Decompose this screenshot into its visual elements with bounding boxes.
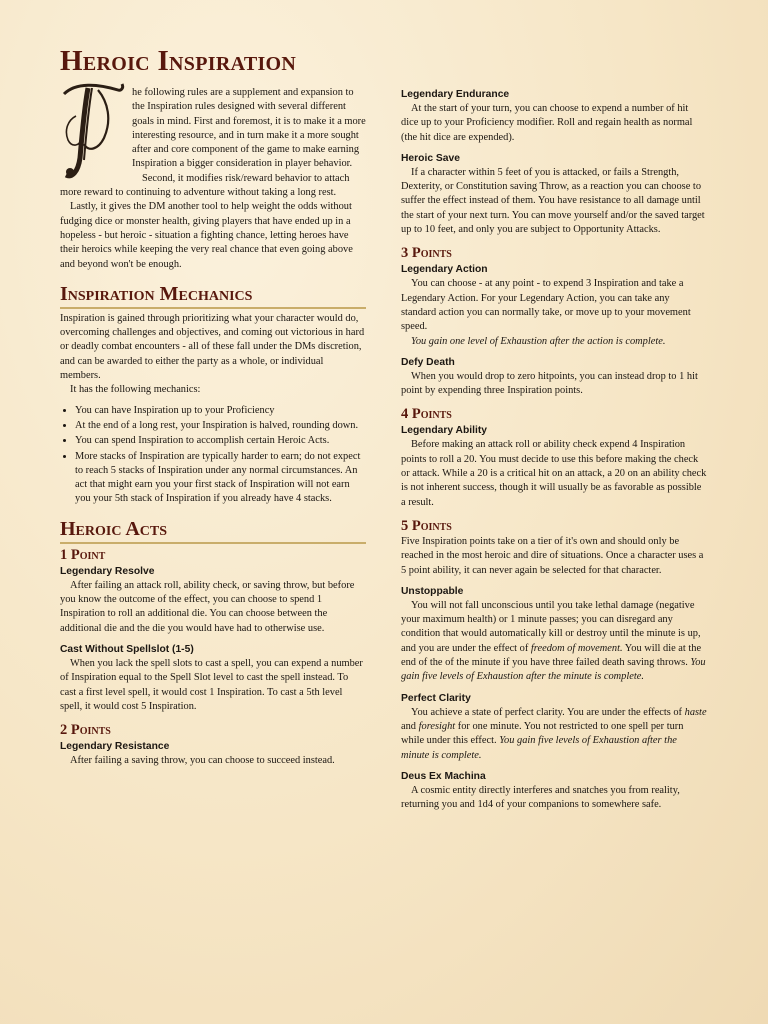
unstoppable-em-2: You gain five levels of Exhaustion after the minute is complete. (401, 657, 706, 683)
unstoppable-em-1: freedom of movement. (530, 642, 623, 654)
mechanics-bullet: • You can have Inspiration up to your Proficiency (75, 404, 366, 418)
cast-text: When you lack the spell slots to cast a spell, you can expend a number of Inspiration equal to the Spell Slot level to cast the spell instead. To cast a first level spell, it would cost 1 Inspiration. To cast a 5th level spell, it would cost 5 Inspiration. (60, 657, 363, 712)
five-text: Five Inspiration points take on a tier of it's own and should only be reached in the most heroic and dire of situations. Once a character uses a 5 point ability, it can never again be selected for that character. (401, 535, 704, 576)
intro-paragraph-2: Second, it modifies risk/reward behavior to attach more reward to continuing to adventure without taking a long rest. (60, 172, 350, 199)
mechanics-paragraph-1: Inspiration is gained through prioritizing what your character would do, overcoming challenges and objectives, and coming out victorious in hard or deadly combat encounters - all of these fall under the DMs discretion, and can be awarded to either the party as a whole, or individual members. (60, 312, 365, 382)
endurance-text: At the start of your turn, you can choose to expend a number of hit dice up to your Proficiency modifier. Roll and regain health as normal (the hit dice are expended). (401, 103, 693, 143)
endurance-title: Legendary Endurance (401, 89, 510, 100)
point-2-heading: 2 Points (60, 722, 111, 739)
save-text: If a character within 5 feet of you is attacked, or fails a Strength, Dexterity, or Constitution saving Throw, as a reaction you can choose to suffer the effect instead of them. You have resistance to all damage until the start of your next turn. You can move yourself and/or the saved target up to 10 feet, and only you are subject to Opportunity Attacks. (401, 166, 705, 236)
clarity-em-foresight: foresight (418, 720, 456, 732)
right-column (401, 88, 707, 812)
mechanics-bullet: • You can spend Inspiration to accomplish certain Heroic Acts. (75, 434, 366, 448)
ability-title: Legendary Ability (401, 425, 488, 437)
intro-paragraph-3: Lastly, it gives the DM another tool to help weight the odds without fudging dice or monster health, giving players that have ended up in a hopeless - but heroic - situation a fighting chance, letting heroes have their heroics while keeping the very real chance that even going above and beyond won't be enough. (60, 201, 353, 270)
point-4-heading: 4 Points (401, 406, 452, 423)
clarity-text (401, 706, 707, 763)
mechanics-list (60, 404, 366, 507)
clarity-em-haste: haste (684, 706, 707, 718)
dropcap-t-illustration (58, 80, 126, 184)
clarity-and: and (401, 720, 419, 732)
clarity-title: Perfect Clarity (401, 692, 471, 704)
ability-text: Before making an attack roll or ability check expend 4 Inspiration points to roll a 20. You must decide to use this before making the check or attack. While a 20 is a critical hit on an attack, a 20 on an ability check is not inherent success, though it will usually be as favorable as possible a result. (401, 439, 707, 508)
save-title: Heroic Save (401, 152, 460, 164)
mechanics-bullet: • More stacks of Inspiration are typically harder to earn; do not expect to reach 5 stacks of Inspiration under any normal circumstances. An act that might earn you your first stack of Inspiration will not earn you your 5th stack of Inspiration if you already have 4 stacks. (75, 450, 366, 507)
point-3-heading: 3 Points (401, 245, 452, 262)
defy-title: Defy Death (401, 356, 455, 368)
point-5-heading: 5 Points (401, 517, 452, 534)
clarity-text-2: for one minute. You not restricted to one spell per turn while under this effect. (401, 720, 684, 747)
dropcap-letter: T (58, 80, 59, 81)
intro-paragraph-1: he following rules are a supplement and expansion to the Inspiration rules designed with several different goals in mind. First and foremost, it is to make it a more interesting resource, and in turn make it a more sought after and core component of the game to make earning Inspiration a bigger consideration in player behavior. (132, 87, 366, 170)
intro-section (58, 80, 366, 272)
action-text: You can choose - at any point - to expend 3 Inspiration and take a Legendary Action. For your Legendary Action, you can take any standard action you can normally take, or move up to your movement speed. (401, 278, 691, 333)
resolve-text: After failing an attack roll, ability check, or saving throw, but before you know the outcome of the effect, you can choose to spend 1 Inspiration to roll an additional die. You can choose between the additional die and the die you would have had to otherwise use. (60, 579, 355, 634)
action-italic (401, 335, 707, 349)
unstoppable-text (401, 599, 707, 685)
unstoppable-text-2: You will die at the end of the of the minute if you have three failed death saving throws. (401, 642, 702, 669)
mechanics-heading: Inspiration Mechanics (60, 282, 366, 309)
mechanics-bullet: • At the end of a long rest, your Inspiration is halved, rounding down. (75, 419, 366, 433)
defy-text: When you would drop to zero hitpoints, you can instead drop to 1 hit point by expending three Inspiration points. (401, 370, 698, 397)
heroic-acts-heading: Heroic Acts (60, 517, 366, 544)
action-exhaustion-note: You gain one level of Exhaustion after the action is complete. (411, 335, 666, 347)
resolve-title: Legendary Resolve (60, 565, 155, 577)
page-title: Heroic Inspiration (60, 45, 297, 77)
unstoppable-text-1: You will not fall unconscious until you take lethal damage (negative your maximum health) or 1 minute passes; you can disregard any condition that would automatically kill or destroy until the minute is up, and you are under the effect of (401, 599, 701, 654)
left-column (60, 44, 366, 768)
resistance-title: Legendary Resistance (60, 741, 170, 753)
unstoppable-title: Unstoppable (401, 585, 464, 597)
deus-text: A cosmic entity directly interferes and snatches you from reality, returning you and 1d4 of your companions to somewhere safe. (401, 784, 680, 811)
point-1-heading: 1 Point (60, 546, 106, 563)
mechanics-paragraph-2: It has the following mechanics: (70, 384, 201, 396)
resistance-text: After failing a saving throw, you can choose to succeed instead. (70, 755, 335, 767)
action-title: Legendary Action (401, 264, 488, 276)
clarity-text-1: You achieve a state of perfect clarity. You are under the effects of (411, 706, 685, 718)
cast-title: Cast Without Spellslot (1-5) (60, 643, 194, 655)
deus-title: Deus Ex Machina (401, 770, 486, 782)
clarity-em-exhaustion: You gain five levels of Exhaustion after the minute is complete. (401, 735, 677, 761)
